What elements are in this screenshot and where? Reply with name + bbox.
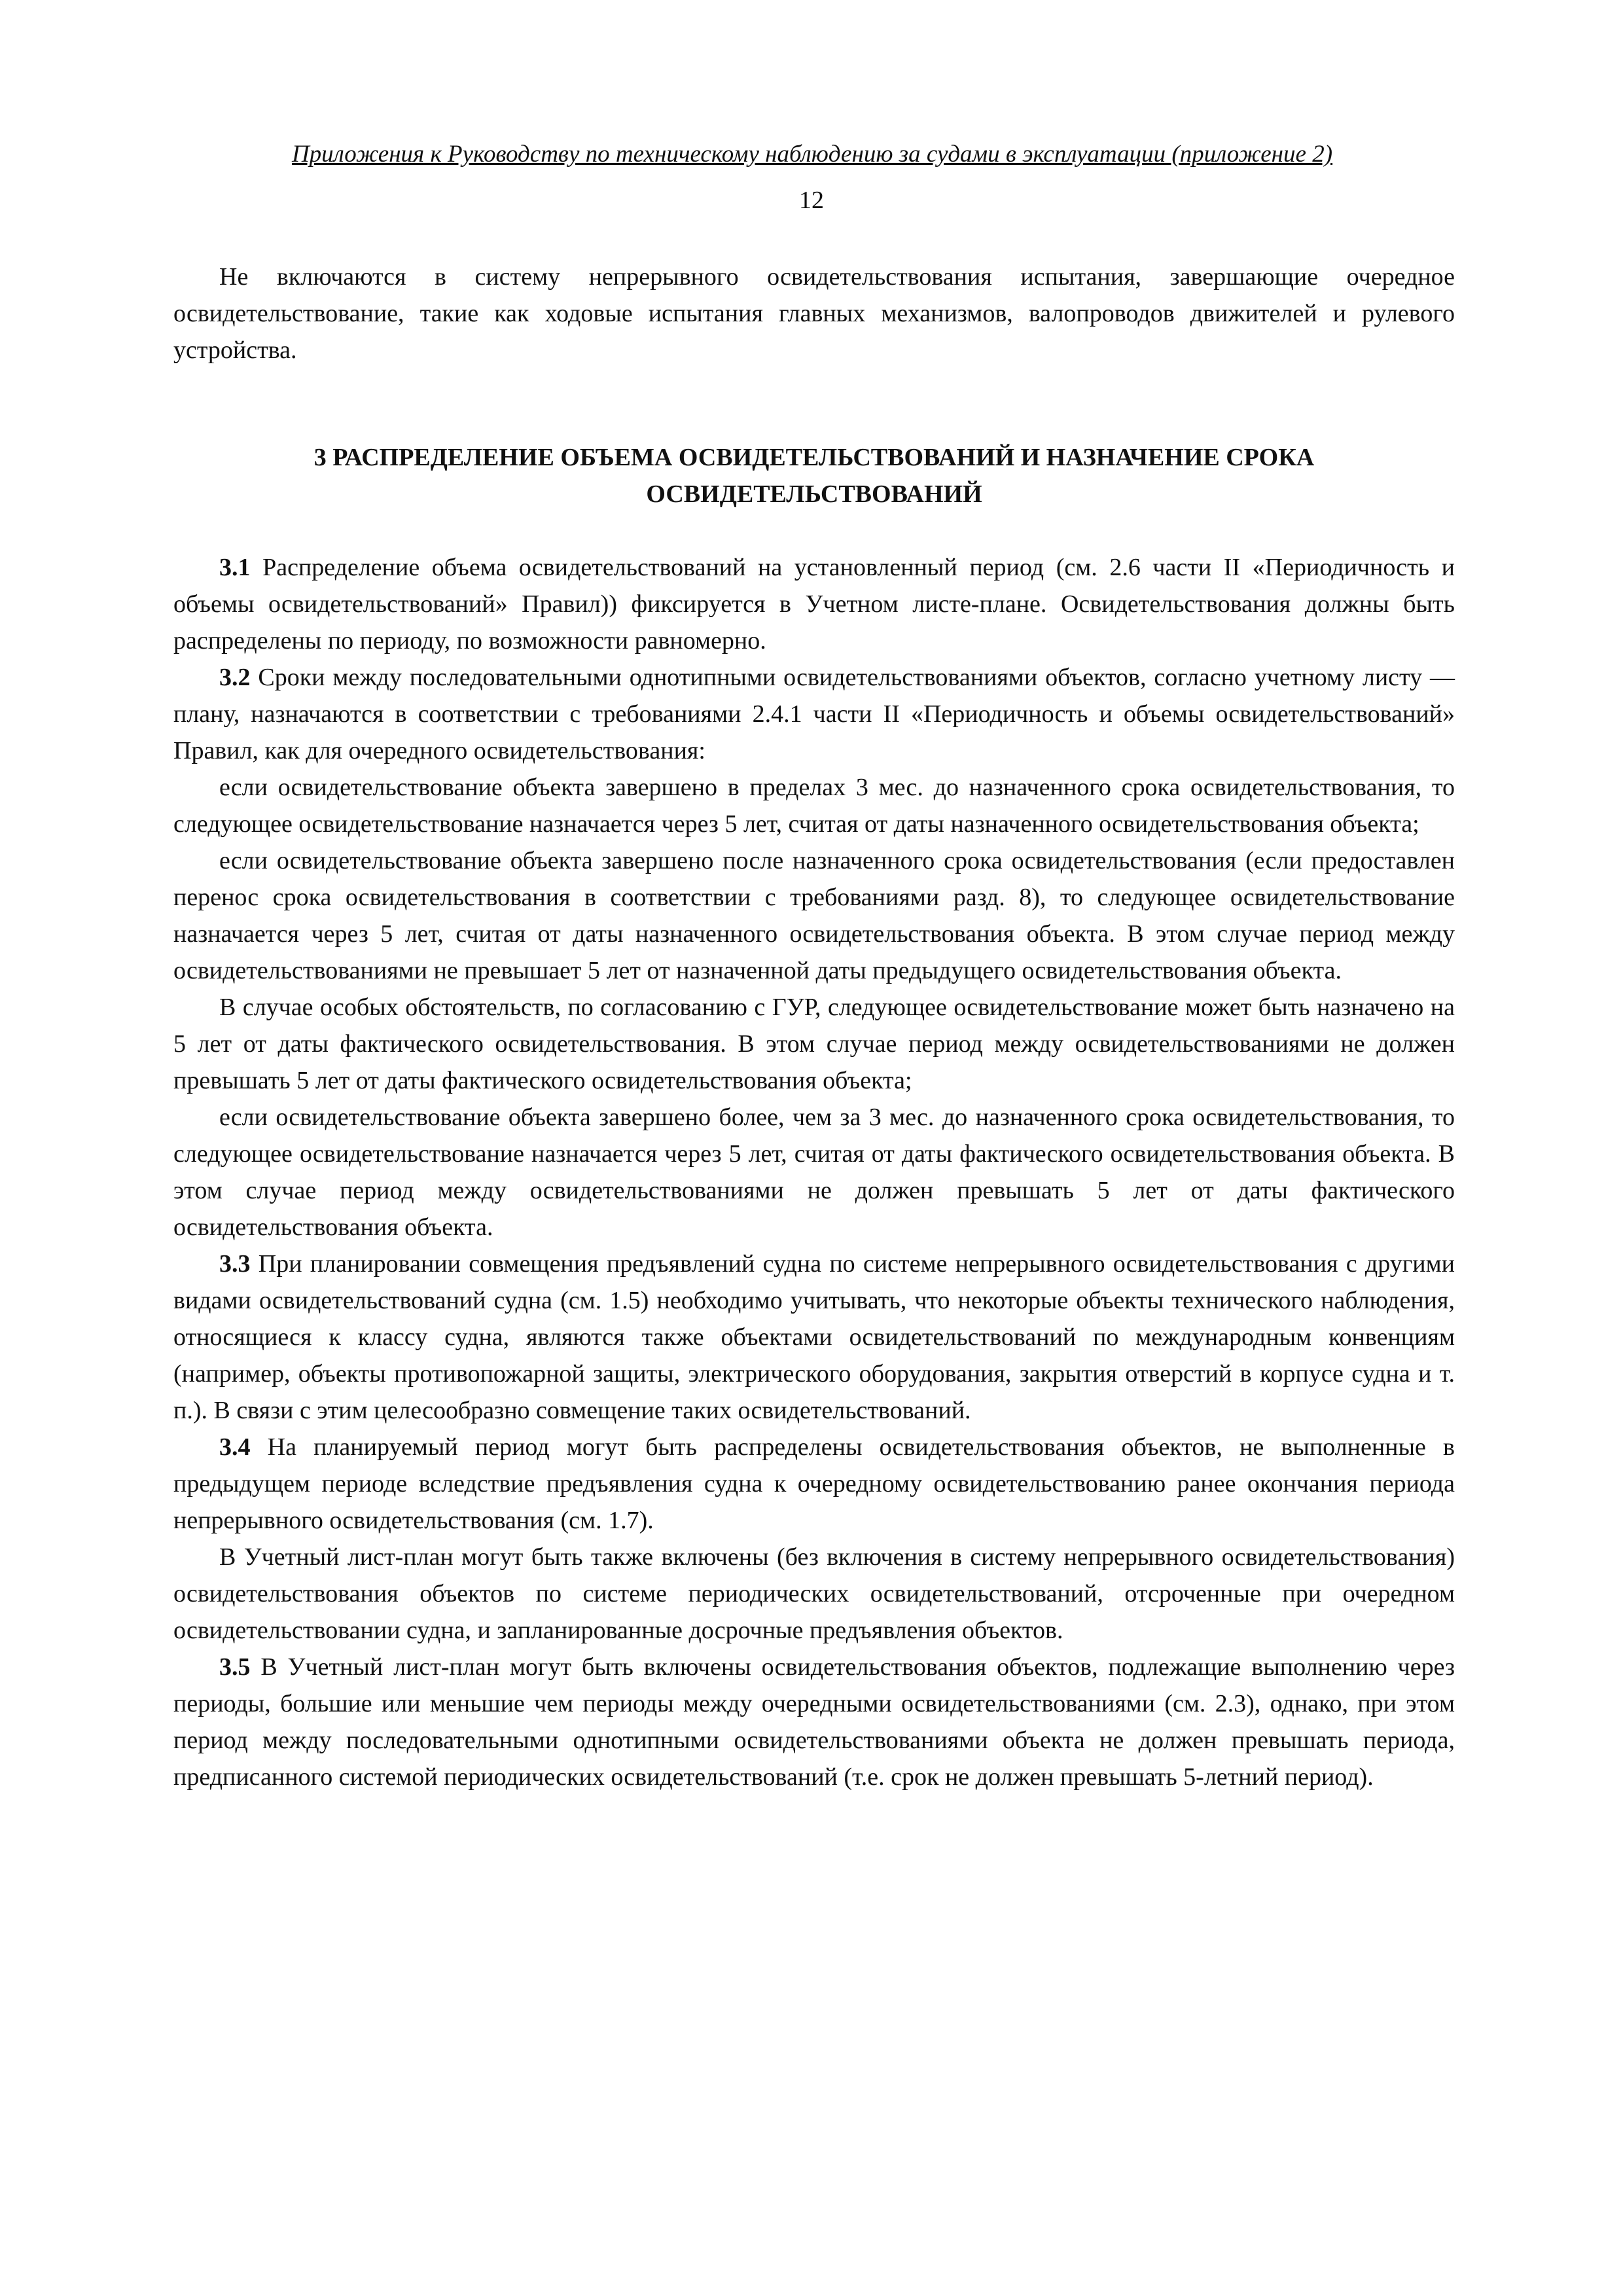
paragraph-text: На планируемый период могут быть распределены освидетельствования объектов, не выполненные в предыдущем периоде вследствие предъявления судна к очередному освидетельствованию ранее окончания периода непрерывного освидетельствования (см. 1.7). bbox=[173, 1433, 1455, 1534]
paragraph bbox=[173, 1099, 1455, 1246]
section-heading bbox=[173, 439, 1455, 512]
paragraph-3-4 bbox=[173, 1429, 1455, 1539]
paragraph bbox=[173, 1539, 1455, 1649]
paragraph-text: если освидетельствование объекта завершено в пределах 3 мес. до назначенного срока освидетельствования, то следующее освидетельствование назначается через 5 лет, считая от даты назначенного освидетельствования объекта; bbox=[173, 774, 1455, 838]
paragraph bbox=[173, 989, 1455, 1099]
section-heading-line: ОСВИДЕТЕЛЬСТВОВАНИЙ bbox=[646, 480, 982, 508]
paragraph-text: В Учетный лист-план могут быть также включены (без включения в систему непрерывного освидетельствования) освидетельствования объектов по системе периодических освидетельствований, отсроченные при очередном освидетельствовании судна, и запланированные досрочные предъявления объектов. bbox=[173, 1543, 1455, 1644]
section-heading-line: 3 РАСПРЕДЕЛЕНИЕ ОБЪЕМА ОСВИДЕТЕЛЬСТВОВАНИЙ И НАЗНАЧЕНИЕ СРОКА bbox=[313, 444, 1315, 471]
spacer bbox=[173, 368, 1455, 439]
page-number: 12 bbox=[799, 187, 824, 214]
running-header: Приложения к Руководству по техническому наблюдению за судами в эксплуатации (приложение 2) bbox=[291, 141, 1333, 168]
paragraph-text: Распределение объема освидетельствований на установленный период (см. 2.6 части II «Периодичность и объемы освидетельствований» Правил)) фиксируется в Учетном листе-плане. Освидетельствования должны быть распределены по периоду, по возможности равномерно. bbox=[173, 554, 1455, 655]
page-content bbox=[173, 259, 1455, 1795]
spacer bbox=[173, 512, 1455, 549]
paragraph bbox=[173, 769, 1455, 842]
paragraph-3-1 bbox=[173, 549, 1455, 659]
paragraph-text: В случае особых обстоятельств, по согласованию с ГУР, следующее освидетельствование может быть назначено на 5 лет от даты фактического освидетельствования. В этом случае период между освидетельствованиями не должен превышать 5 лет от даты фактического освидетельствования объекта; bbox=[173, 994, 1455, 1094]
paragraph-3-5 bbox=[173, 1649, 1455, 1795]
paragraph-text: если освидетельствование объекта завершено после назначенного срока освидетельствования (если предоставлен перенос срока освидетельствования в соответствии с требованиями разд. 8), то следующее освидетельствование назначается через 5 лет, считая от даты назначенного освидетельствования объекта. В этом случае период между освидетельствованиями не превышает 5 лет от назначенной даты предыдущего освидетельствования объекта. bbox=[173, 847, 1455, 984]
paragraph bbox=[173, 842, 1455, 989]
paragraph-number: 3.5 bbox=[219, 1653, 251, 1681]
intro-paragraph: Не включаются в систему непрерывного освидетельствования испытания, завершающие очередное освидетельствование, такие как ходовые испытания главных механизмов, валопроводов движителей и рулевого устройства. bbox=[173, 263, 1455, 364]
paragraph-3-3 bbox=[173, 1246, 1455, 1429]
paragraph-text: При планировании совмещения предъявлений судна по системе непрерывного освидетельствования с другими видами освидетельствований судна (см. 1.5) необходимо учитывать, что некоторые объекты технического наблюдения, относящиеся к классу судна, являются также объектами освидетельствований по международным конвенциям (например, объекты противопожарной защиты, электрического оборудования, закрытия отверстий в корпусе судна и т. п.). В связи с этим целесообразно совмещение таких освидетельствований. bbox=[173, 1250, 1455, 1424]
paragraph-text: Сроки между последовательными однотипными освидетельствованиями объектов, согласно учетному листу — плану, назначаются в соответствии с требованиями 2.4.1 части II «Периодичность и объемы освидетельствований» Правил, как для очередного освидетельствования: bbox=[173, 664, 1455, 764]
paragraph-text: В Учетный лист-план могут быть включены освидетельствования объектов, подлежащие выполнению через периоды, большие или меньшие чем периоды между очередными освидетельствованиями (см. 2.3), однако, при этом период между последовательными однотипными освидетельствованиями объекта не должен превышать периода, предписанного системой периодических освидетельствований (т.е. срок не должен превышать 5-летний период). bbox=[173, 1653, 1455, 1791]
paragraph-number: 3.1 bbox=[219, 554, 251, 581]
paragraph-number: 3.3 bbox=[219, 1250, 251, 1278]
paragraph-number: 3.4 bbox=[219, 1433, 251, 1461]
paragraph-number: 3.2 bbox=[219, 664, 251, 691]
paragraph-3-2 bbox=[173, 659, 1455, 769]
paragraph-text: если освидетельствование объекта завершено более, чем за 3 мес. до назначенного срока освидетельствования, то следующее освидетельствование назначается через 5 лет, считая от даты фактического освидетельствования объекта. В этом случае период между освидетельствованиями не должен превышать 5 лет от даты фактического освидетельствования объекта. bbox=[173, 1103, 1455, 1241]
